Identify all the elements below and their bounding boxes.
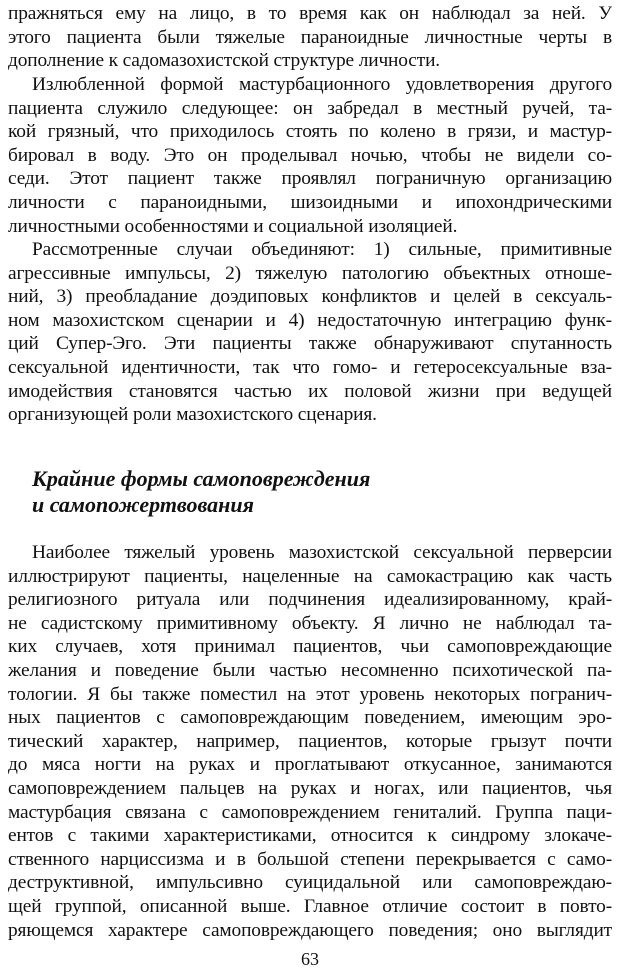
section-heading — [32, 466, 592, 518]
text-line: до мяса ногти на руках и проглатывают откусанное, занимаются — [8, 754, 612, 776]
text-line: самоповреждением пальцев на руках и ногах, или пациентов, чья — [8, 777, 612, 799]
text-line: мастурбация связана с самоповреждением гениталий. Группа паци- — [8, 801, 612, 823]
text-line: сексуальной идентичности, так что гомо- и гетеросексуальные вза- — [8, 356, 612, 378]
text-line: ряющемся характере самоповреждающего поведения; оно выглядит — [8, 919, 612, 941]
text-line: ний, 3) преобладание доэдиповых конфликтов и целей в сексуаль- — [8, 286, 612, 308]
text-line: Излюбленной формой мастурбационного удовлетворения другого — [32, 74, 612, 95]
text-line: кой грязный, что приходилось стоять по колено в грязи, и мастур- — [8, 121, 612, 143]
text-line: ных пациентов с самоповреждающим поведением, имеющим эро- — [8, 707, 612, 729]
paragraph-self-injury — [8, 541, 612, 942]
text-line: ких случаев, хотя принимал пациентов, чьи самоповреждающие — [8, 636, 612, 658]
text-line: организующей роли мазохистского сценария. — [8, 404, 377, 426]
text-line: религиозного ритуала или подчинения идеализированному, край- — [8, 589, 612, 611]
text-line: этого пациента были тяжелые параноидные личностные черты в — [8, 26, 612, 48]
paragraph-summary — [8, 238, 612, 427]
page-number: 63 — [301, 949, 319, 969]
heading-line: и самопожертвования — [32, 492, 254, 517]
text-line: бировал в воду. Это он проделывал ночью, чтобы не видели со- — [8, 144, 612, 166]
text-line: ций Супер-Эго. Эти пациенты также обнаруживают спутанность — [8, 333, 612, 355]
text-line: желания и поведение были частью несомненно психотической па- — [8, 659, 612, 681]
text-line: пражняться ему на лицо, в то время как он наблюдал за ней. У — [8, 3, 612, 24]
text-line: дополнение к садомазохистской структуре личности. — [8, 50, 441, 72]
text-line: личностными особенностями и социальной изоляцией. — [8, 215, 458, 237]
text-line: тологии. Я бы также поместил на этот уровень некоторых погранич- — [8, 683, 612, 705]
text-line: не садистскому примитивному объекту. Я лично не наблюдал та- — [8, 612, 612, 634]
text-line: Наиболее тяжелый уровень мазохистской сексуальной перверсии — [32, 542, 612, 563]
text-line: седи. Этот пациент также проявлял пограничную организацию — [8, 168, 612, 190]
text-line: щей группой, описанной выше. Главное отличие состоит в повто- — [8, 895, 612, 917]
text-line: пациента служило следующее: он забредал в местный ручей, та- — [8, 97, 612, 119]
text-line: ственного нарциссизма и в большой степени перекрывается с само- — [8, 848, 612, 870]
text-line: тический характер, например, пациентов, которые грызут почти — [8, 730, 612, 752]
text-line: ном мазохистском сценарии и 4) недостаточную интеграцию функ- — [8, 309, 612, 331]
text-line: личности с параноидными, шизоидными и ипохондрическими — [8, 191, 612, 213]
text-line: Рассмотренные случаи объединяют: 1) сильные, примитивные — [32, 239, 612, 260]
paragraph-masturbation-case — [8, 73, 612, 238]
heading-line: Крайние формы самоповреждения — [32, 466, 371, 491]
text-line: ентов с такими характеристиками, относится к синдрому злокаче- — [8, 825, 612, 847]
text-line: имодействия становятся частью их половой жизни при ведущей — [8, 380, 612, 402]
paragraph-continuation — [8, 2, 612, 73]
text-line: агрессивные импульсы, 2) тяжелую патологию объектных отноше- — [8, 262, 612, 284]
text-line: деструктивной, импульсивно суицидальной или самоповреждаю- — [8, 872, 612, 894]
text-line: иллюстрируют пациенты, нацеленные на самокастрацию как часть — [8, 565, 612, 587]
